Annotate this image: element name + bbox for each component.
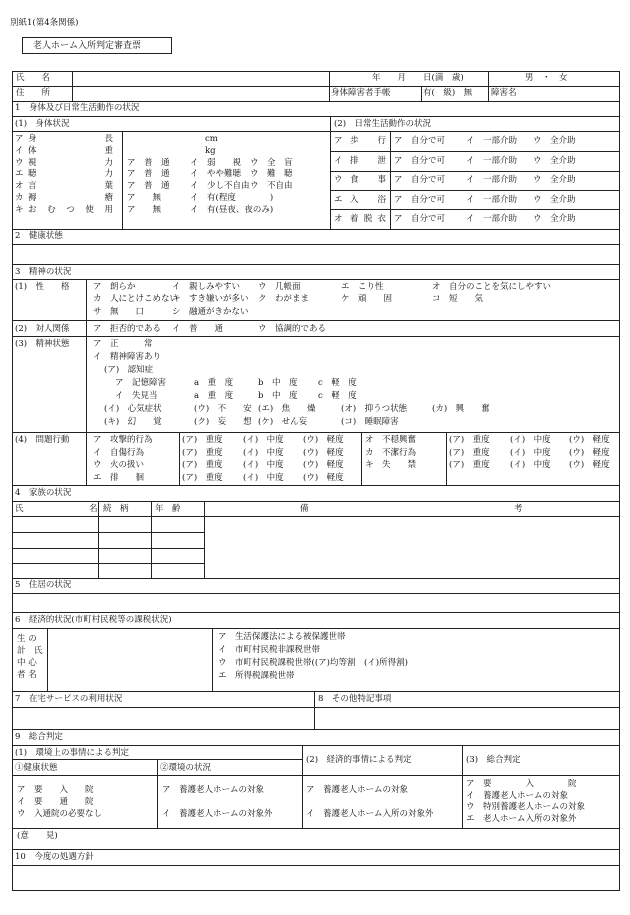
body-item-key: カ bbox=[15, 193, 24, 203]
behavior-item: エ 徘 徊 bbox=[93, 472, 145, 483]
overall-option: イ 養護老人ホームの対象 bbox=[466, 790, 569, 801]
adl-item-key: オ bbox=[334, 214, 343, 225]
livelihood-head-label: 生 の bbox=[17, 634, 37, 644]
memory-option: b 中 度 bbox=[258, 378, 298, 388]
body-item-key: ア bbox=[15, 134, 24, 144]
family-h-name: 名 bbox=[89, 504, 98, 514]
memory-option: c 軽 度 bbox=[318, 378, 357, 388]
body-item-label: 体 重 bbox=[28, 145, 113, 156]
behavior-degree: (ア) 重度 bbox=[182, 460, 223, 470]
mental-disorder: イ 精神障害あり bbox=[93, 352, 162, 362]
opinion-label: (意 見) bbox=[17, 831, 58, 841]
environment-status-label: ②環境の状況 bbox=[160, 763, 212, 773]
behavior-degree: (ウ) 軽度 bbox=[569, 460, 610, 470]
symptom-option: (ケ) せん妄 bbox=[258, 417, 308, 427]
mental-normal: ア 正 常 bbox=[93, 339, 153, 349]
section2-title: 2 健康状態 bbox=[15, 231, 63, 241]
body-item-option: イ 有(昼夜、夜のみ) bbox=[190, 204, 274, 215]
behavior-item: キ 失 禁 bbox=[365, 460, 417, 470]
livelihood-head-label: 者 名 bbox=[17, 670, 37, 680]
body-item-option: ア 普 通 bbox=[127, 181, 170, 192]
econ-judgment-label: (2) 経済的事情による判定 bbox=[306, 755, 412, 765]
adl-option: ウ 全介助 bbox=[533, 194, 576, 205]
mental-state-label: (3) 精神状態 bbox=[15, 339, 70, 349]
body-item-label: おむつ使用 bbox=[28, 204, 113, 215]
symptom-option: (ウ) 不 安 bbox=[194, 404, 252, 414]
body-item-option: ア 無 bbox=[127, 204, 162, 215]
adl-option: ウ 全介助 bbox=[533, 136, 576, 146]
health-option: イ 要 通 院 bbox=[17, 797, 94, 807]
economic-option: ア 養護老人ホームの対象 bbox=[306, 785, 409, 795]
behavior-degree: (ア) 重度 bbox=[182, 472, 223, 483]
section8-title: 8 その他特記事項 bbox=[318, 694, 392, 704]
section5-title: 5 住居の状況 bbox=[15, 580, 72, 590]
relations-option: ア 拒否的である bbox=[93, 324, 162, 334]
adl-item-label: 入 浴 bbox=[350, 194, 386, 205]
adl-item-label: 排 泄 bbox=[350, 155, 386, 166]
adl-option: ア 自分で可 bbox=[394, 175, 446, 186]
behavior-degree: (ア) 重度 bbox=[449, 460, 490, 470]
section6-title: 6 経済的状況(市町村民税等の課税状況) bbox=[15, 615, 172, 625]
livelihood-head-label: 中 心 bbox=[17, 658, 37, 668]
personality-option: ウ 几帳面 bbox=[258, 282, 301, 292]
adl-option: イ 一部介助 bbox=[466, 136, 518, 146]
environment-option: イ 養護老人ホームの対象外 bbox=[162, 809, 273, 819]
overall-option: ア 要 入 院 bbox=[466, 779, 577, 789]
personality-option: エ こり性 bbox=[341, 282, 384, 292]
birthdate-label: 年 月 日(満 歳) bbox=[372, 73, 464, 83]
family-h-remarks2: 考 bbox=[514, 504, 523, 514]
personality-option: ア 朗らか bbox=[93, 282, 136, 292]
adl-option: ア 自分で可 bbox=[394, 214, 446, 225]
behavior-degree: (ウ) 軽度 bbox=[303, 447, 344, 458]
address-label: 住 所 bbox=[16, 88, 51, 98]
adl-item-key: イ bbox=[334, 155, 343, 166]
behavior-degree: (ウ) 軽度 bbox=[569, 447, 610, 458]
family-h-relation: 続 柄 bbox=[103, 504, 129, 514]
body-item-unit: kg bbox=[205, 145, 216, 156]
behavior-degree: (ア) 重度 bbox=[449, 435, 490, 445]
problem-behavior-label: (4) 問題行動 bbox=[15, 435, 70, 445]
body-item-label: 褥 瘡 bbox=[28, 193, 113, 203]
adl-option: イ 一部介助 bbox=[466, 175, 518, 186]
disability-book-label: 身体障害者手帳 bbox=[331, 88, 391, 98]
env-judgment-label: (1) 環境上の事情による判定 bbox=[15, 748, 130, 758]
personality-label: (1) 性 格 bbox=[15, 282, 70, 292]
adl-option: イ 一部介助 bbox=[466, 155, 518, 166]
personality-option: カ 人にとけこめない bbox=[93, 294, 179, 305]
orientation-option: イ 失見当 bbox=[115, 391, 158, 401]
behavior-degree: (ア) 重度 bbox=[182, 435, 223, 445]
adl-item-label: 着脱衣 bbox=[350, 214, 386, 225]
memory-option: a 重 度 bbox=[194, 378, 234, 388]
adl-option: ア 自分で可 bbox=[394, 155, 446, 166]
personality-option: オ 自分のことを気にしやすい bbox=[432, 282, 552, 292]
behavior-degree: (ウ) 軽度 bbox=[303, 435, 344, 445]
section7-title: 7 在宅サービスの利用状況 bbox=[15, 694, 123, 704]
adl-item-label: 食 事 bbox=[350, 175, 386, 186]
body-item-label: 聴 力 bbox=[28, 169, 113, 180]
section9-title: 9 総合判定 bbox=[15, 732, 63, 742]
behavior-degree: (イ) 中度 bbox=[510, 435, 551, 445]
disability-grade: 有( 級) 無 bbox=[423, 88, 473, 98]
personality-option: キ すき嫌いが多い bbox=[172, 294, 249, 305]
body-item-label: 身 長 bbox=[28, 134, 113, 144]
body-item-option: ア 無 bbox=[127, 193, 162, 203]
section10-title: 10 今度の処遇方針 bbox=[15, 852, 94, 862]
adl-option: ウ 全介助 bbox=[533, 214, 576, 225]
family-h-surname: 氏 bbox=[15, 504, 24, 514]
form-title-box bbox=[22, 37, 172, 54]
body-item-option: ウ 不自由 bbox=[250, 181, 293, 192]
tax-status-option: ア 生活保護法による被保護世帯 bbox=[218, 632, 346, 642]
personality-option: シ 融通がきかない bbox=[172, 306, 249, 317]
body-item-option: ア 普 通 bbox=[127, 157, 170, 168]
tax-status-option: ウ 市町村民税課税世帯((ア)均等割 (イ)所得割) bbox=[218, 658, 408, 668]
family-h-remarks1: 備 bbox=[300, 504, 309, 514]
adl-option: ウ 全介助 bbox=[533, 175, 576, 186]
section4-title: 4 家族の状況 bbox=[15, 488, 72, 498]
adl-item-key: ウ bbox=[334, 175, 343, 186]
overall-option: エ 老人ホーム入所の対象外 bbox=[466, 813, 577, 824]
behavior-degree: (ウ) 軽度 bbox=[303, 472, 344, 483]
health-status-label: ①健康状態 bbox=[15, 763, 58, 773]
body-item-option: ア 普 通 bbox=[127, 169, 170, 180]
environment-option: ア 養護老人ホームの対象 bbox=[162, 785, 265, 795]
behavior-degree: (イ) 中度 bbox=[243, 435, 284, 445]
dementia-label: (ア) 認知症 bbox=[104, 365, 154, 375]
body-item-key: キ bbox=[15, 204, 24, 215]
memory-option: ア 記憶障害 bbox=[115, 378, 167, 388]
body-item-unit: cm bbox=[205, 134, 218, 144]
body-item-key: イ bbox=[15, 145, 24, 156]
personality-option: ク わがまま bbox=[258, 294, 310, 305]
adl-item-key: ア bbox=[334, 136, 343, 146]
body-item-option: ウ 全 盲 bbox=[250, 157, 293, 168]
behavior-item: カ 不潔行為 bbox=[365, 447, 417, 458]
behavior-degree: (イ) 中度 bbox=[510, 460, 551, 470]
adl-item-label: 歩 行 bbox=[350, 136, 386, 146]
tax-status-option: イ 市町村民税非課税世帯 bbox=[218, 645, 321, 655]
symptom-option: (イ) 心気症状 bbox=[104, 404, 162, 414]
body-item-label: 言 葉 bbox=[28, 181, 113, 192]
livelihood-head-label: 計 氏 bbox=[17, 646, 43, 656]
symptom-option: (カ) 興 奮 bbox=[432, 404, 490, 414]
personality-option: サ 無 口 bbox=[93, 306, 145, 317]
behavior-degree: (イ) 中度 bbox=[510, 447, 551, 458]
adl-option: イ 一部介助 bbox=[466, 194, 518, 205]
behavior-degree: (ウ) 軽度 bbox=[569, 435, 610, 445]
behavior-degree: (ア) 重度 bbox=[449, 447, 490, 458]
relations-label: (2) 対人関係 bbox=[15, 324, 70, 334]
adl-label: (2) 日常生活動作の状況 bbox=[334, 119, 432, 129]
symptom-option: (ク) 妄 想 bbox=[194, 417, 252, 427]
body-item-key: ウ bbox=[15, 157, 24, 168]
symptom-option: (コ) 睡眠障害 bbox=[341, 417, 399, 427]
behavior-degree: (ウ) 軽度 bbox=[303, 460, 344, 470]
behavior-item: ウ 火の扱い bbox=[93, 460, 145, 470]
behavior-degree: (イ) 中度 bbox=[243, 460, 284, 470]
adl-option: イ 一部介助 bbox=[466, 214, 518, 225]
section3-title: 3 精神の状況 bbox=[15, 267, 72, 277]
symptom-option: (キ) 幻 覚 bbox=[104, 417, 162, 427]
personality-option: イ 親しみやすい bbox=[172, 282, 241, 292]
behavior-degree: (イ) 中度 bbox=[243, 447, 284, 458]
disability-name-label: 障害名 bbox=[491, 88, 517, 98]
behavior-degree: (イ) 中度 bbox=[243, 472, 284, 483]
family-h-age: 年 齢 bbox=[155, 504, 181, 514]
orientation-option: c 軽 度 bbox=[318, 391, 357, 401]
body-status-label: (1) 身体状況 bbox=[15, 119, 70, 129]
body-item-label: 視 力 bbox=[28, 157, 113, 168]
body-item-option: イ 少し不自由 bbox=[190, 181, 250, 192]
behavior-item: オ 不穏興奮 bbox=[365, 435, 417, 445]
form-note: 別紙1(第4条関係) bbox=[10, 18, 79, 28]
form-title: 老人ホーム入所判定審査票 bbox=[33, 41, 142, 51]
body-item-option: イ やや難聴 bbox=[190, 169, 242, 180]
overall-option: ウ 特別養護老人ホームの対象 bbox=[466, 802, 586, 812]
body-item-option: イ 弱 視 bbox=[190, 157, 242, 168]
symptom-option: (オ) 抑うつ状態 bbox=[341, 404, 408, 414]
body-item-key: エ bbox=[15, 169, 24, 180]
name-label: 氏 名 bbox=[16, 73, 51, 83]
health-option: ウ 入通院の必要なし bbox=[17, 809, 103, 819]
adl-option: ア 自分で可 bbox=[394, 194, 446, 205]
orientation-option: a 重 度 bbox=[194, 391, 234, 401]
personality-option: コ 短 気 bbox=[432, 294, 484, 305]
tax-status-option: エ 所得税課税世帯 bbox=[218, 671, 295, 681]
body-item-option: ウ 難 聴 bbox=[250, 169, 293, 180]
behavior-degree: (ア) 重度 bbox=[182, 447, 223, 458]
adl-item-key: エ bbox=[334, 194, 343, 205]
adl-option: ア 自分で可 bbox=[394, 136, 446, 146]
sex-label: 男 ・ 女 bbox=[525, 73, 568, 83]
personality-option: ケ 頑 固 bbox=[341, 294, 393, 305]
orientation-option: b 中 度 bbox=[258, 391, 298, 401]
relations-option: イ 普 通 bbox=[172, 324, 224, 334]
body-item-option: イ 有(程度 ) bbox=[190, 193, 274, 203]
section1-title: 1 身体及び日常生活動作の状況 bbox=[15, 103, 140, 113]
health-option: ア 要 入 院 bbox=[17, 785, 94, 795]
behavior-item: ア 攻撃的行為 bbox=[93, 435, 153, 445]
overall-judgment-label: (3) 総合判定 bbox=[466, 755, 521, 765]
relations-option: ウ 協調的である bbox=[258, 324, 327, 334]
symptom-option: (エ) 焦 燥 bbox=[258, 404, 316, 414]
adl-option: ウ 全介助 bbox=[533, 155, 576, 166]
behavior-item: イ 自傷行為 bbox=[93, 447, 145, 458]
body-item-key: オ bbox=[15, 181, 24, 192]
economic-option: イ 養護老人ホーム入所の対象外 bbox=[306, 809, 434, 819]
